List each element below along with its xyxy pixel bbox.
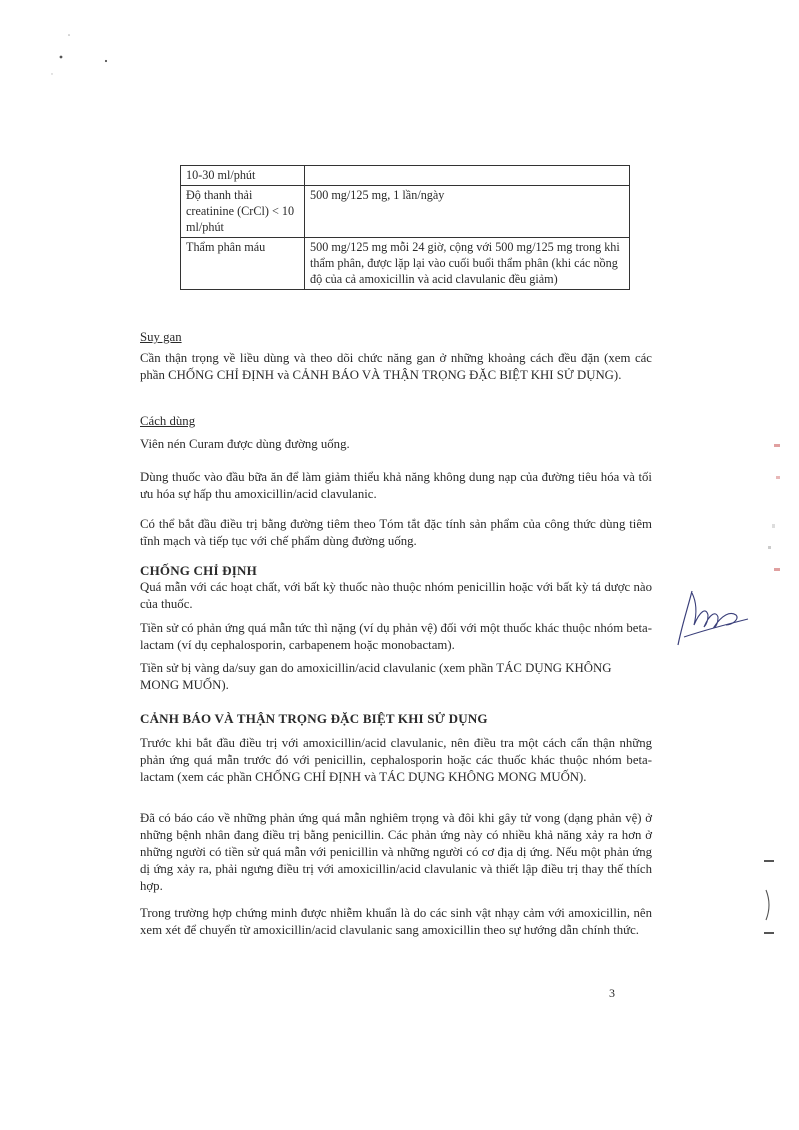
warnings-paragraph-1: Trước khi bắt đầu điều trị với amoxicillin/acid clavulanic, nên điều tra một cách cẩn thận những phản ứng quá mẫn trước đó với penicillin, cephalosporin hoặc các thuốc khác thuộc nhóm beta-lactam (xem các phần CHỐNG CHỈ ĐỊNH và TÁC DỤNG KHÔNG MONG MUỐN). bbox=[140, 736, 652, 784]
contraindications-paragraph-3: Tiền sử bị vàng da/suy gan do amoxicillin/acid clavulanic (xem phần TÁC DỤNG KHÔNG MONG MUỐN). bbox=[140, 661, 612, 692]
usage-subheading: Cách dùng bbox=[140, 414, 196, 428]
usage-paragraph-3: Có thể bắt đầu điều trị bằng đường tiêm theo Tóm tắt đặc tính sản phẩm của công thức dùng tiêm tĩnh mạch và tiếp tục với chế phẩm dùng đường uống. bbox=[140, 517, 652, 548]
liver-subheading: Suy gan bbox=[140, 330, 182, 344]
usage-paragraph-1: Viên nén Curam được dùng đường uống. bbox=[140, 437, 350, 451]
table-row bbox=[181, 186, 630, 238]
usage-paragraph-2: Dùng thuốc vào đầu bữa ăn để làm giảm thiểu khả năng không dung nạp của đường tiêu hóa và tối ưu hóa sự hấp thu amoxicillin/acid clavulanic. bbox=[140, 470, 652, 501]
table-cell-value: 500 mg/125 mg, 1 lần/ngày bbox=[305, 186, 630, 238]
contraindications-paragraph-1: Quá mẫn với các hoạt chất, với bất kỳ thuốc nào thuộc nhóm penicillin hoặc với bất kỳ tá dược nào của thuốc. bbox=[140, 580, 652, 611]
margin-edge-marks bbox=[760, 430, 799, 950]
scan-specks bbox=[40, 30, 120, 110]
table-row bbox=[181, 166, 630, 186]
warnings-paragraph-3: Trong trường hợp chứng minh được nhiễm khuẩn là do các sinh vật nhạy cảm với amoxicillin, nên xem xét để chuyển từ amoxicillin/acid clavulanic sang amoxicillin theo sự hướng dẫn chính thức. bbox=[140, 906, 652, 937]
table-cell-value bbox=[305, 166, 630, 186]
warnings-heading: CẢNH BÁO VÀ THẬN TRỌNG ĐẶC BIỆT KHI SỬ DỤNG bbox=[140, 711, 488, 726]
contraindications-paragraph-2: Tiền sử có phản ứng quá mẫn tức thì nặng (ví dụ phản vệ) đối với một thuốc khác thuộc nhóm beta-lactam (ví dụ cephalosporin, carbapenem hoặc monobactam). bbox=[140, 621, 652, 652]
contraindications-heading: CHỐNG CHỈ ĐỊNH bbox=[140, 563, 257, 578]
page-number: 3 bbox=[609, 986, 615, 1000]
handwritten-initials bbox=[672, 585, 762, 655]
table-row bbox=[181, 238, 630, 290]
table-cell-label: 10-30 ml/phút bbox=[181, 166, 305, 186]
table-cell-label: Độ thanh thải creatinine (CrCl) < 10 ml/phút bbox=[181, 186, 305, 238]
liver-text: Cần thận trọng về liều dùng và theo dõi chức năng gan ở những khoảng cách đều đặn (xem các phần CHỐNG CHỈ ĐỊNH và CẢNH BÁO VÀ THẬN TRỌNG ĐẶC BIỆT KHI SỬ DỤNG). bbox=[140, 351, 652, 382]
table-cell-value: 500 mg/125 mg mỗi 24 giờ, cộng với 500 mg/125 mg trong khi thẩm phân, được lặp lại vào cuối buổi thẩm phân (khi các nồng độ của cả amoxicillin và acid clavulanic đều giảm) bbox=[305, 238, 630, 290]
warnings-paragraph-2: Đã có báo cáo về những phản ứng quá mẫn nghiêm trọng và đôi khi gây tử vong (dạng phản vệ) ở những bệnh nhân đang điều trị bằng penicillin. Các phản ứng này có nhiều khả năng xảy ra hơn ở những người có tiền sử quá mẫn với penicillin và những người có cơ địa dị ứng. Nếu một phản ứng dị ứng xảy ra, phải ngưng điều trị với amoxicillin/acid clavulanic và thiết lập điều trị thay thế thích hợp. bbox=[140, 811, 652, 893]
renal-dosage-table bbox=[180, 165, 630, 290]
table-cell-label: Thẩm phân máu bbox=[181, 238, 305, 290]
